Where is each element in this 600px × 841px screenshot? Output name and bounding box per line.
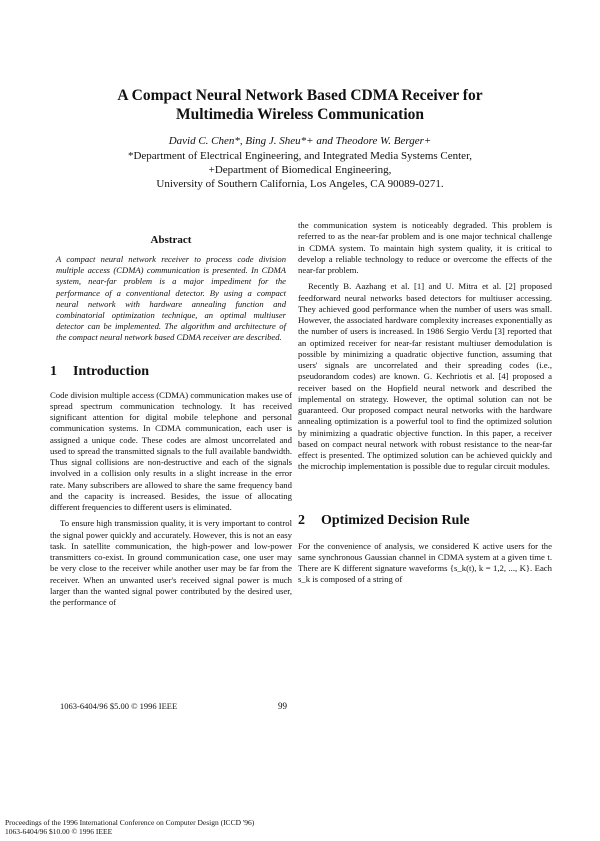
title-line-1: A Compact Neural Network Based CDMA Receiver for	[117, 87, 483, 104]
affiliation-line-3: University of Southern California, Los Angeles, CA 90089-0271.	[156, 178, 444, 190]
title-line-2: Multimedia Wireless Communication	[176, 106, 424, 123]
section-heading-introduction	[50, 364, 292, 380]
abstract-heading: Abstract	[150, 234, 192, 246]
copyright-code: 1063-6404/96 $5.00 © 1996 IEEE	[60, 701, 178, 711]
author-list: David C. Chen*, Bing J. Sheu*+ and Theodore W. Berger+	[168, 135, 432, 147]
intro-paragraph-2: To ensure high transmission quality, it is very important to control the signal power quickly and accurately. However, this is not an easy task. In satellite communication, the high-power and low-power transmitters co-exist. In ground communication case, one user may be very close to the receiver while another user may be far from the receiver. When an unwanted user's received signal power is much larger than the wanted signal power contributed by the desired user, the performance of	[50, 518, 292, 608]
section-heading-optimized-decision-rule	[298, 513, 552, 529]
proceedings-footer	[5, 818, 254, 836]
intro-paragraph-1: Code division multiple access (CDMA) communication makes use of spread spectrum communication technology. It has received significant attention for digital mobile telephone and personal communication systems. In CDMA communication, each user is assigned a unique code. These codes are almost uncorrelated and used to spread the transmitted signals to the full available bandwidth. Thus signal collisions are non-destructive and each of the signals involved in a collision only results in a slight increase in the error rate. Many subscribers are allowed to share the same frequency band and the capacity is increased. Besides, the issue of allocating different frequencies to different users is eliminated.	[50, 389, 292, 513]
right-paragraph-1: the communication system is noticeably degraded. This problem is referred to as the near-far problem and is one major technical challenge in CDMA system. To maintain high system quality, it is critical to develop a reliable technology to reduce or overcome the effects of the near-far problem.	[298, 220, 552, 275]
abstract-text: A compact neural network receiver to process code division multiple access (CDMA) communication is presented. In CDMA system, near-far problem is a major impediment for the performance of a conventional detector. By using a compact neural network with hardware annealing function and combinatorial optimization technique, an optimal multiuser detector can be implemented. The algorithm and architecture of the compact neural network based CDMA receiver are described.	[56, 254, 286, 343]
paper-title	[40, 86, 560, 124]
affiliation-line-2: +Department of Biomedical Engineering,	[208, 164, 392, 176]
section2-paragraph-1: For the convenience of analysis, we considered K active users for the same synchronous Gaussian channel in CDMA system at a given time t. There are K different signature waveforms {s_k(t), k = 1,2, ..., K}. Each s_k is composed of a string of	[298, 540, 552, 585]
affiliation-line-1: *Department of Electrical Engineering, and Integrated Media Systems Center,	[127, 150, 473, 162]
section-number: 1	[50, 363, 57, 379]
section-title: Introduction	[73, 363, 149, 379]
left-column	[50, 220, 292, 613]
section-title: Optimized Decision Rule	[321, 512, 470, 528]
right-column	[298, 220, 552, 591]
proceedings-line-1: Proceedings of the 1996 International Conference on Computer Design (ICCD '96)	[5, 818, 255, 827]
page-number: 99	[278, 701, 287, 711]
affiliations	[40, 149, 560, 191]
section-number: 2	[298, 512, 305, 528]
right-paragraph-2: Recently B. Aazhang et al. [1] and U. Mitra et al. [2] proposed feedforward neural networks based detectors for multiuser accessing. They achieved good performance when the number of users was small. However, the associated hardware complexity increases exponentially as the number of users is increased. In 1986 Sergio Verdu [3] reported that an optimized receiver for near-far resistant multiuser demodulation is possible by minimizing a quadratic objective function, assuming that users' signals are uncorrelated and their spreading codes (i.e., pseudorandom codes) are known. G. Kechriotis et al. [4] proposed a receiver based on the Hopfield neural network and described the implemental on strategy. However, the optimal solution can not be guaranteed. Our proposed compact neural networks with the hardware annealing optimization is a powerful tool to find the optimized solution by minimizing a quadratic objective function. In this paper, a receiver based on compact neural network with robust resistance to the near-far effect is presented. The optimized solution can be achieved quickly and the microchip implementation is possible due to regular circuit modules.	[298, 281, 552, 472]
proceedings-line-2: 1063-6404/96 $10.00 © 1996 IEEE	[5, 827, 113, 836]
